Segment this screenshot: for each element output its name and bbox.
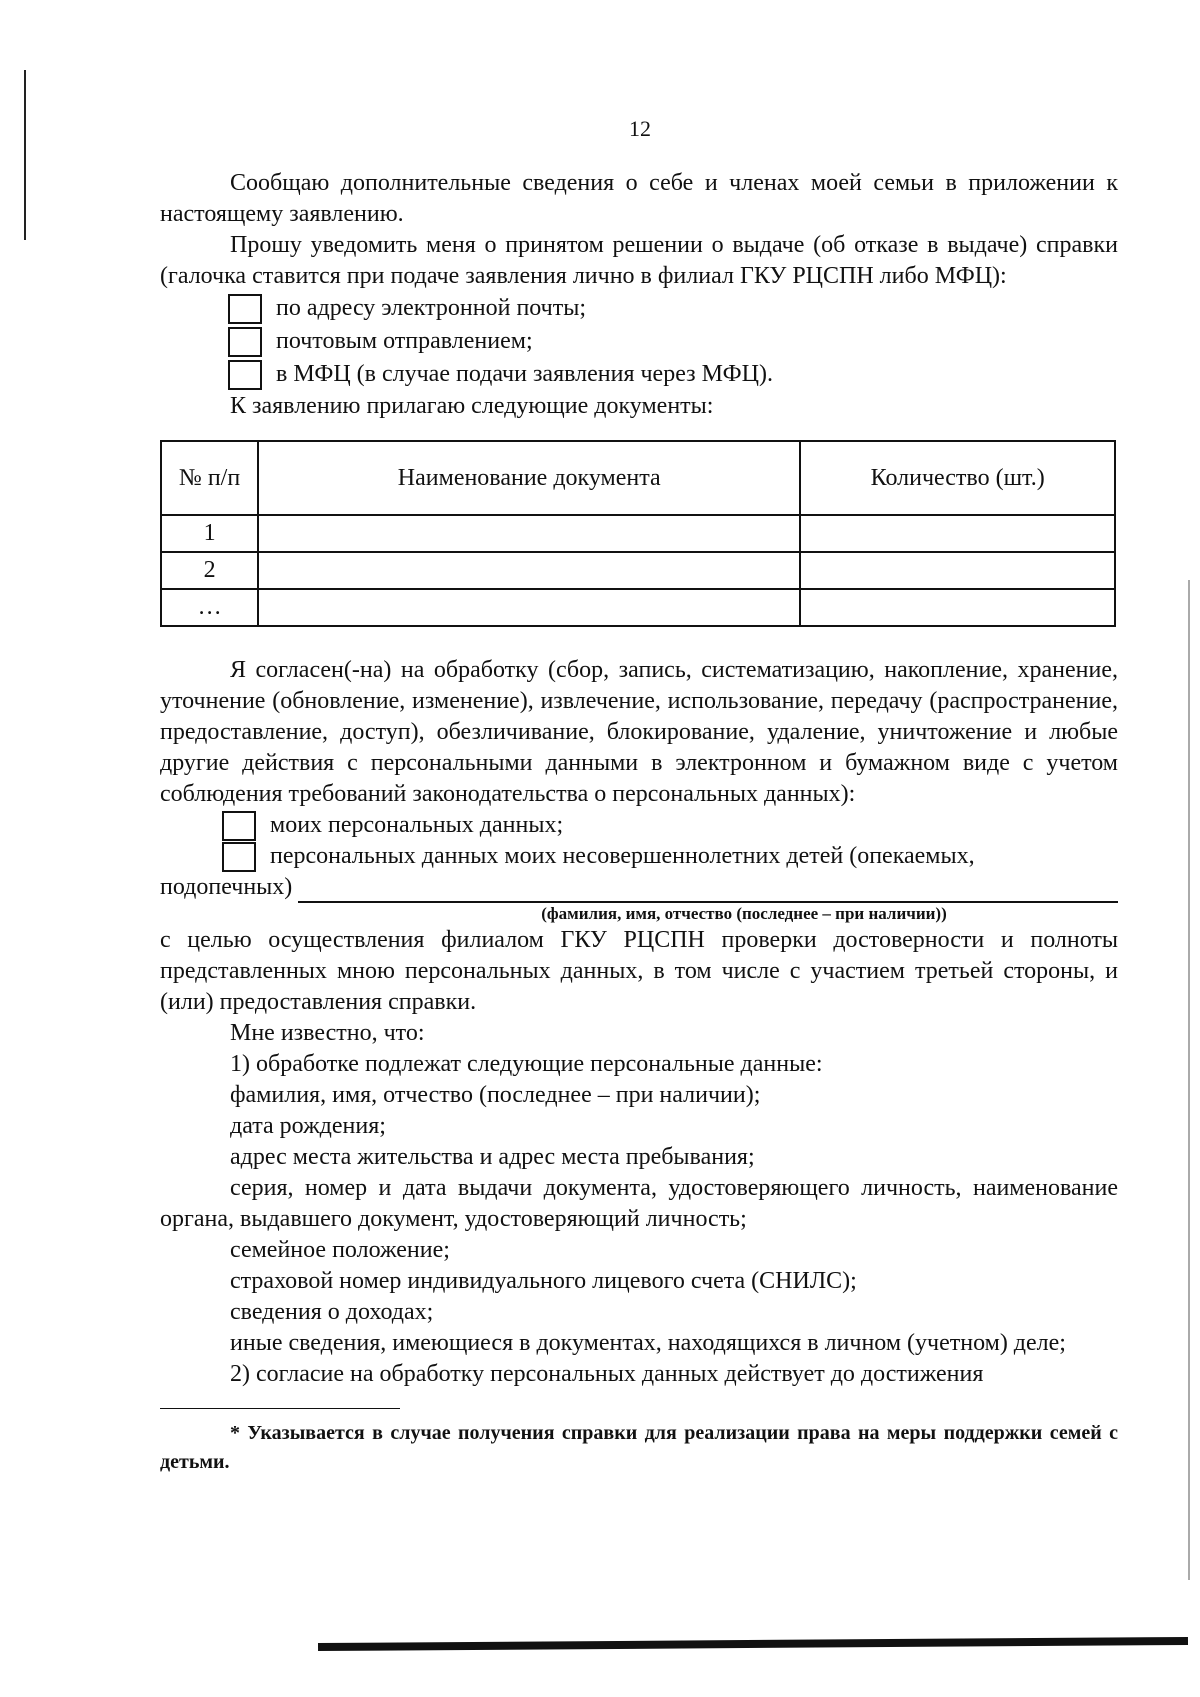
scan-margin-line	[24, 70, 26, 240]
checkbox[interactable]	[228, 360, 262, 390]
table-row	[161, 589, 1115, 626]
attach-heading: К заявлению прилагаю следующие документы:	[230, 393, 714, 419]
table-row	[161, 515, 1115, 552]
known-heading: Мне известно, что:	[230, 1020, 425, 1046]
data-item: страховой номер индивидуального лицевого счета (СНИЛС);	[230, 1268, 857, 1294]
table-header-row	[161, 441, 1115, 515]
known-item-2: 2) согласие на обработку персональных данных действует до достижения	[230, 1361, 984, 1387]
row-num: …	[161, 589, 258, 626]
consent-option-children[interactable]	[160, 841, 1118, 872]
purpose-paragraph: с целью осуществления филиалом ГКУ РЦСПН проверки достоверности и полноты представленных мною персональных данных, в том числе с участием третьей стороны, и (или) предоставления справки.	[160, 927, 1118, 1015]
consent-option-own[interactable]	[160, 810, 1118, 841]
data-item: дата рождения;	[230, 1113, 386, 1139]
header-qty: Количество (шт.)	[800, 441, 1115, 515]
document-body	[160, 168, 1118, 1477]
checkbox[interactable]	[228, 294, 262, 324]
consent-block	[160, 655, 1118, 1390]
row-qty-cell[interactable]	[800, 552, 1115, 589]
row-name-cell[interactable]	[258, 552, 800, 589]
checkbox[interactable]	[222, 811, 256, 841]
row-name-cell[interactable]	[258, 589, 800, 626]
data-item: фамилия, имя, отчество (последнее – при наличии);	[230, 1082, 761, 1108]
table-row	[161, 552, 1115, 589]
header-name: Наименование документа	[258, 441, 800, 515]
footnote: * Указывается в случае получения справки для реализации права на меры поддержки семей с детьми.	[160, 1422, 1118, 1473]
notify-option-post[interactable]	[160, 325, 1118, 358]
notify-request-paragraph: Прошу уведомить меня о принятом решении о выдаче (об отказе в выдаче) справки (галочка ставится при подаче заявления лично в филиал ГКУ РЦСПН либо МФЦ):	[160, 232, 1118, 289]
header-num: № п/п	[161, 441, 258, 515]
consent-paragraph: Я согласен(-на) на обработку (сбор, запись, систематизацию, накопление, хранение, уточнение (обновление, изменение), извлечение, использование, передачу (распространение, предоставление, доступ), обезличивание, блокирование, удаление, уничтожение и любые другие действия с персональными данными в электронном и бумажном виде с учетом соблюдения требований законодательства о персональных данных):	[160, 657, 1118, 807]
name-field-caption: (фамилия, имя, отчество (последнее – при наличии))	[541, 904, 947, 923]
row-num: 2	[161, 552, 258, 589]
notify-option-label: по адресу электронной почты;	[276, 295, 587, 321]
data-item: адрес места жительства и адрес места пребывания;	[230, 1144, 755, 1170]
row-qty-cell[interactable]	[800, 589, 1115, 626]
id-document-item: серия, номер и дата выдачи документа, удостоверяющего личность, наименование органа, выдавшего документ, удостоверяющий личность;	[160, 1175, 1118, 1232]
wards-name-field[interactable]	[298, 877, 1118, 903]
scan-bottom-bar	[318, 1637, 1188, 1651]
checkbox[interactable]	[228, 327, 262, 357]
data-item: семейное положение;	[230, 1237, 450, 1263]
notify-option-label: в МФЦ (в случае подачи заявления через МФЦ).	[276, 361, 773, 387]
row-qty-cell[interactable]	[800, 515, 1115, 552]
page-number: 12	[629, 116, 651, 141]
notify-option-mfc[interactable]	[160, 358, 1118, 391]
footnote-divider	[160, 1408, 400, 1409]
checkbox[interactable]	[222, 842, 256, 872]
data-item: сведения о доходах;	[230, 1299, 434, 1325]
scan-margin-line	[1188, 580, 1190, 1580]
consent-option-label: персональных данных моих несовершеннолетних детей (опекаемых,	[270, 843, 975, 869]
consent-option-label: моих персональных данных;	[270, 812, 564, 838]
notify-option-email[interactable]	[160, 292, 1118, 325]
other-info-item: иные сведения, имеющиеся в документах, находящихся в личном (учетном) деле;	[230, 1330, 1066, 1356]
wards-name-row	[160, 872, 1118, 903]
known-item-1: 1) обработке подлежат следующие персональные данные:	[230, 1051, 823, 1077]
notify-option-label: почтовым отправлением;	[276, 328, 533, 354]
intro-paragraph: Сообщаю дополнительные сведения о себе и членах моей семьи в приложении к настоящему заявлению.	[160, 170, 1118, 227]
row-num: 1	[161, 515, 258, 552]
row-name-cell[interactable]	[258, 515, 800, 552]
documents-table	[160, 440, 1116, 627]
wards-label: подопечных)	[160, 874, 293, 900]
